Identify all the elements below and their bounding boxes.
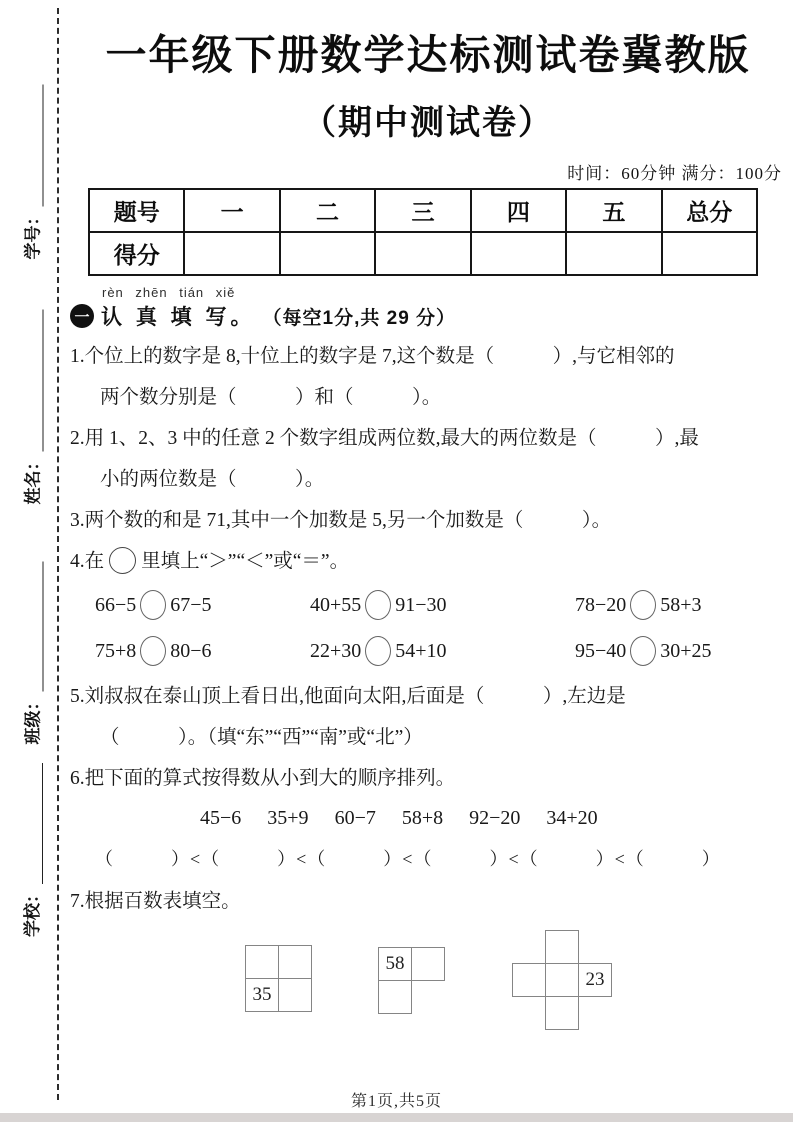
hundred-chart-cross-shape <box>512 930 613 1031</box>
section-1-score-note: （每空1分,共 29 分） <box>262 307 457 329</box>
expression: 34+20 <box>546 807 598 829</box>
hundred-chart-shapes <box>70 928 786 1050</box>
comparison-circle-icon <box>140 636 166 666</box>
page-title: 一年级下册数学达标测试卷冀教版 <box>105 32 751 78</box>
grid-cell-empty <box>378 980 412 1014</box>
grid-cell-value: 23 <box>578 963 612 997</box>
class-label: 班级： <box>23 693 43 745</box>
hundred-chart-l-shape <box>378 947 446 1015</box>
question-4-intro-pre: 4.在 <box>70 551 105 572</box>
comparison-left: 40+55 <box>310 594 362 616</box>
score-table-header-cell: 四 <box>471 189 566 232</box>
comparison-right: 80−6 <box>170 640 212 662</box>
dashed-fold-line <box>57 8 59 1100</box>
question-4-comparisons <box>95 590 786 666</box>
comparison-item <box>575 636 786 666</box>
score-empty-cell <box>471 232 566 275</box>
score-empty-cell <box>662 232 757 275</box>
score-empty-cell <box>280 232 375 275</box>
grid-cell-empty <box>245 945 279 979</box>
comparison-right: 91−30 <box>395 594 447 616</box>
empty-circle-icon <box>109 547 136 574</box>
class-blank-line <box>22 562 44 692</box>
grid-cell-value: 35 <box>245 978 279 1012</box>
question-6-answer-slots: （ ）<（ ）<（ ）<（ ）<（ ）<（ ） <box>95 849 721 869</box>
expression: 35+9 <box>267 807 309 829</box>
comparison-circle-icon <box>365 636 391 666</box>
question-6-expressions <box>200 799 786 837</box>
section-1-pinyin: rèn zhēn tián xiě <box>102 285 236 300</box>
comparison-item <box>310 590 575 620</box>
score-empty-cell <box>184 232 279 275</box>
comparison-right: 67−5 <box>170 594 212 616</box>
question-7-intro: 7.根据百数表填空。 <box>70 891 241 912</box>
question-list <box>70 336 786 1050</box>
comparison-right: 58+3 <box>660 594 702 616</box>
question-3: 3.两个数的和是 71,其中一个加数是 5,另一个加数是（ ）。 <box>70 510 612 531</box>
comparison-circle-icon <box>365 590 391 620</box>
comparison-right: 30+25 <box>660 640 712 662</box>
school-field <box>7 763 43 937</box>
question-6-intro: 6.把下面的算式按得数从小到大的顺序排列。 <box>70 768 456 789</box>
score-table-header-cell: 题号 <box>89 189 184 232</box>
student-number-label: 学号： <box>23 208 43 260</box>
comparison-right: 54+10 <box>395 640 447 662</box>
expression: 58+8 <box>401 807 444 829</box>
comparison-item <box>95 590 310 620</box>
school-blank-line <box>21 763 43 884</box>
question-5-line-2: （ ）。（填“东”“西”“南”或“北”） <box>100 727 423 748</box>
score-table-header-cell: 总分 <box>662 189 757 232</box>
name-label: 姓名： <box>23 453 43 505</box>
comparison-circle-icon <box>140 590 166 620</box>
question-1-line-1: 1.个位上的数字是 8,十位上的数字是 7,这个数是（ ）,与它相邻的 <box>70 346 675 367</box>
name-field <box>8 310 44 505</box>
question-1-line-2: 两个数分别是（ ）和（ ）。 <box>100 387 442 408</box>
comparison-item <box>575 590 786 620</box>
time-score-info: 时间：60分钟 满分：100分 <box>567 164 782 183</box>
grid-cell-empty <box>545 930 579 964</box>
expression: 45−6 <box>200 807 242 829</box>
comparison-left: 75+8 <box>95 640 137 662</box>
question-4-intro-post: 里填上“＞”“＜”或“＝”。 <box>141 551 350 572</box>
grid-cell-value: 58 <box>378 947 412 981</box>
student-number-blank-line <box>22 85 44 207</box>
student-number-field <box>8 85 44 260</box>
section-1-title: 认 真 填 写。 <box>101 306 256 329</box>
hundred-chart-square-shape <box>245 945 313 1013</box>
comparison-item <box>310 636 575 666</box>
score-row-label: 得分 <box>89 232 184 275</box>
grid-cell-empty <box>512 963 546 997</box>
section-number-badge: 一 <box>70 304 94 328</box>
comparison-circle-icon <box>630 590 656 620</box>
grid-cell-empty <box>545 963 579 997</box>
school-label: 学校： <box>23 886 42 937</box>
grid-cell-empty <box>411 947 445 981</box>
comparison-circle-icon <box>630 636 656 666</box>
grid-cell-empty <box>278 978 312 1012</box>
name-blank-line <box>22 310 44 452</box>
question-2-line-2: 小的两位数是（ ）。 <box>100 469 325 490</box>
score-table-header-cell: 一 <box>184 189 279 232</box>
score-table <box>88 188 758 276</box>
class-field <box>8 562 44 745</box>
paper-content <box>70 0 786 1050</box>
score-empty-cell <box>375 232 470 275</box>
comparison-left: 22+30 <box>310 640 362 662</box>
comparison-item <box>95 636 310 666</box>
question-4-intro <box>70 541 786 582</box>
expression: 60−7 <box>334 807 376 829</box>
score-table-header-cell: 五 <box>566 189 661 232</box>
score-table-header-cell: 二 <box>280 189 375 232</box>
score-table-header-row <box>89 189 757 232</box>
page-number-footer: 第1页,共5页 <box>350 1093 442 1110</box>
expression: 92−20 <box>469 807 521 829</box>
grid-cell-empty <box>278 945 312 979</box>
section-1-header <box>70 285 786 331</box>
grid-cell-empty <box>545 996 579 1030</box>
comparison-left: 66−5 <box>95 594 137 616</box>
question-5-line-1: 5.刘叔叔在泰山顶上看日出,他面向太阳,后面是（ ）,左边是 <box>70 686 626 707</box>
score-table-score-row <box>89 232 757 275</box>
comparison-left: 78−20 <box>575 594 627 616</box>
comparison-left: 95−40 <box>575 640 627 662</box>
question-2-line-1: 2.用 1、2、3 中的任意 2 个数字组成两位数,最大的两位数是（ ）,最 <box>70 428 699 449</box>
score-table-header-cell: 三 <box>375 189 470 232</box>
page-subtitle: （期中测试卷） <box>302 105 554 142</box>
score-empty-cell <box>566 232 661 275</box>
scan-edge-artifact <box>0 1113 793 1122</box>
